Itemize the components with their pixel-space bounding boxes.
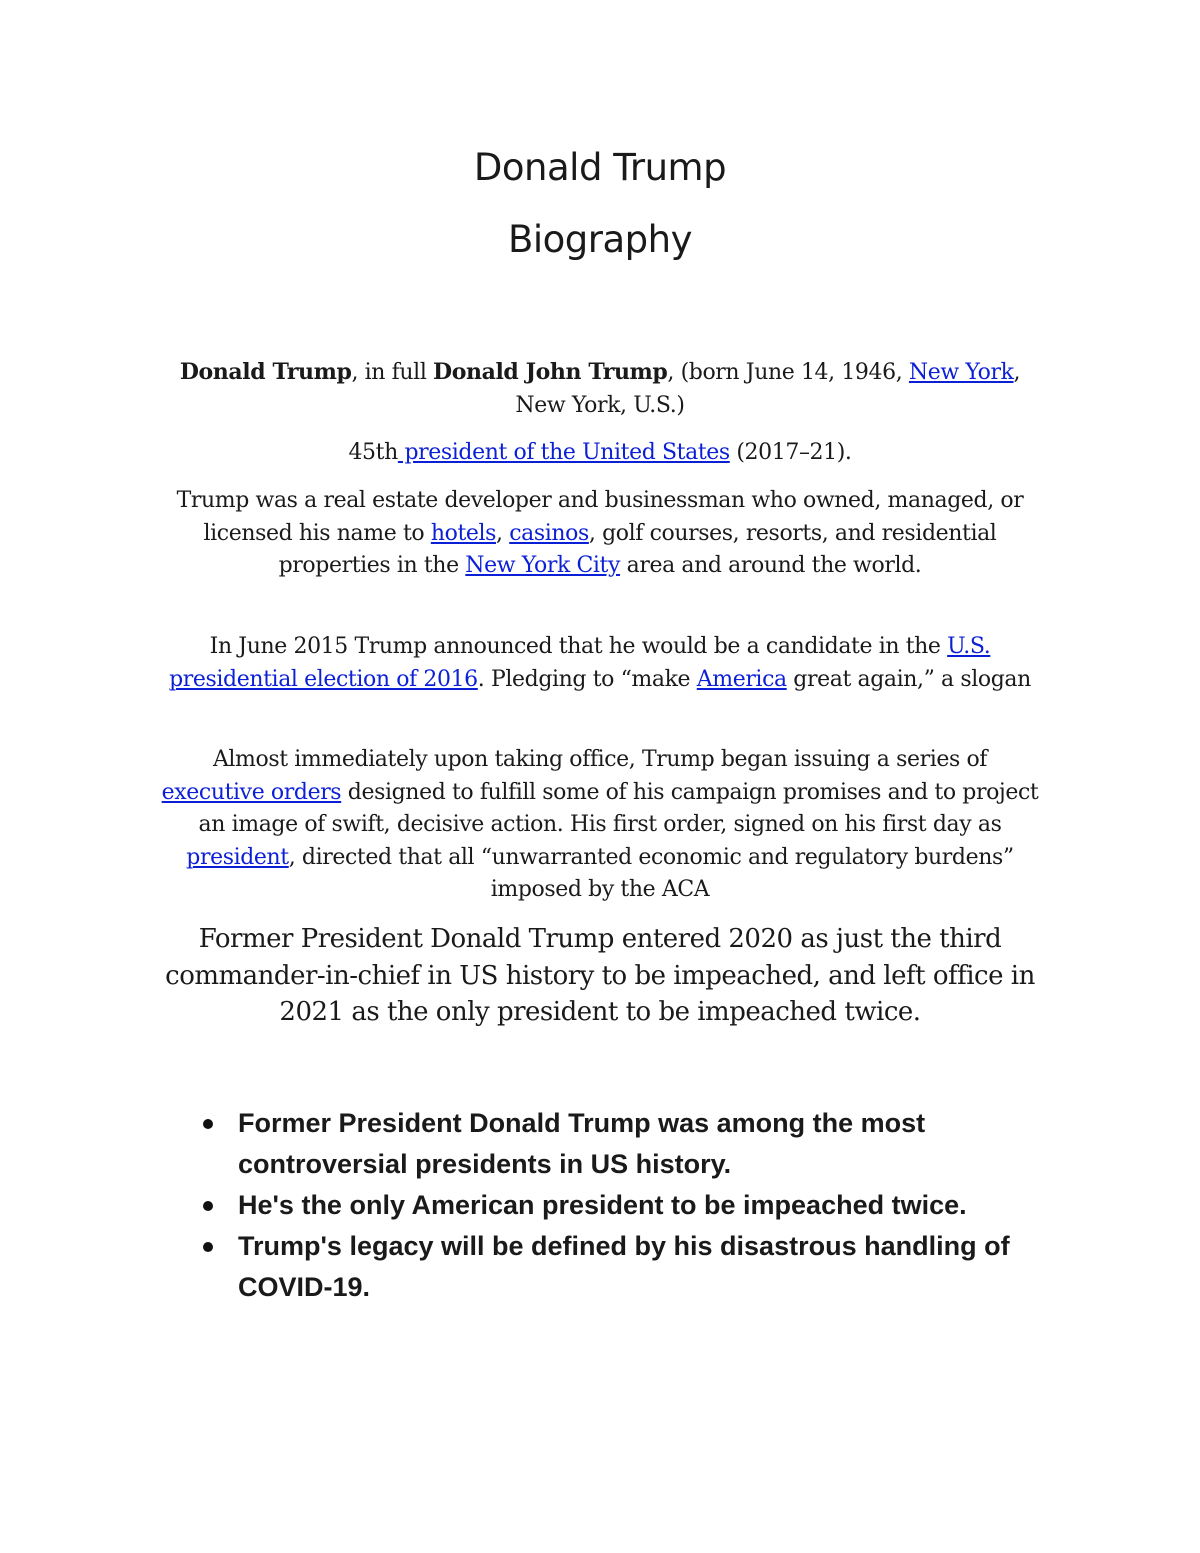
campaign-paragraph	[160, 631, 1040, 696]
bullet-text: He's the only American president to be impeached twice.	[238, 1190, 967, 1220]
election-2016-link[interactable]: U.S. presidential election of 2016	[169, 634, 991, 692]
new-york-link[interactable]: New York	[908, 360, 1014, 385]
full-name-bold: Donald John Trump	[433, 359, 668, 385]
summary-bullet-list	[198, 1103, 1058, 1308]
business-separator: ,	[496, 520, 510, 546]
orders-text-1: Almost immediately upon taking office, Trump began issuing a series of	[212, 747, 988, 772]
hotels-link[interactable]: hotels	[430, 520, 497, 546]
executive-orders-paragraph	[160, 744, 1040, 907]
orders-text-3: , directed that all “unwarranted economic and regulatory burdens” imposed by the ACA	[288, 844, 1014, 902]
new-york-city-link[interactable]: New York City	[465, 553, 621, 578]
impeachment-paragraph: Former President Donald Trump entered 2020 as just the third commander-in-chief in US history to be impeached, and left office in 2021 as the only president to be impeached twice.	[165, 924, 1035, 1027]
orders-text-2: designed to fulfill some of his campaign promises and to project an image of swift, decisive action. His first order, signed on his first day as	[198, 779, 1039, 837]
born-end-text: , New York, U.S.)	[515, 360, 1021, 418]
presidency-paragraph	[160, 437, 1040, 470]
president-link[interactable]: president	[186, 844, 289, 870]
intro-paragraph	[160, 356, 1040, 422]
document-title: Donald Trump	[473, 146, 727, 189]
business-text-3: area and around the world.	[620, 553, 922, 578]
born-text: , (born June 14, 1946,	[667, 360, 909, 385]
campaign-text-3: great again,” a slogan	[786, 666, 1031, 692]
business-text-2: , golf courses, resorts, and residential properties in the	[278, 520, 997, 578]
bullet-item	[198, 1185, 1058, 1226]
campaign-text-1: In June 2015 Trump announced that he would be a candidate in the	[209, 634, 948, 659]
business-paragraph	[160, 485, 1040, 583]
bullet-dot-icon	[203, 1242, 213, 1252]
bullet-dot-icon	[203, 1119, 213, 1129]
bullet-text: Trump's legacy will be defined by his disastrous handling of COVID-19.	[238, 1231, 1010, 1302]
executive-orders-link[interactable]: executive orders	[161, 779, 342, 805]
president-of-us-link[interactable]: president of the United States	[397, 440, 730, 465]
term-text: (2017–21).	[729, 440, 852, 465]
document-subtitle: Biography	[507, 218, 692, 261]
campaign-text-2: . Pledging to “make	[477, 666, 697, 692]
in-full-text: , in full	[351, 360, 434, 385]
bullet-item	[198, 1226, 1058, 1308]
ordinal-text: 45th	[348, 440, 398, 465]
business-text-1: Trump was a real estate developer and businessman who owned, managed, or licensed his name to	[176, 488, 1024, 546]
name-bold: Donald Trump	[179, 359, 352, 385]
america-link[interactable]: America	[696, 666, 787, 692]
casinos-link[interactable]: casinos	[509, 520, 589, 546]
bullet-text: Former President Donald Trump was among the most controversial presidents in US history.	[238, 1108, 926, 1179]
bullet-dot-icon	[203, 1201, 213, 1211]
bullet-item	[198, 1103, 1058, 1185]
